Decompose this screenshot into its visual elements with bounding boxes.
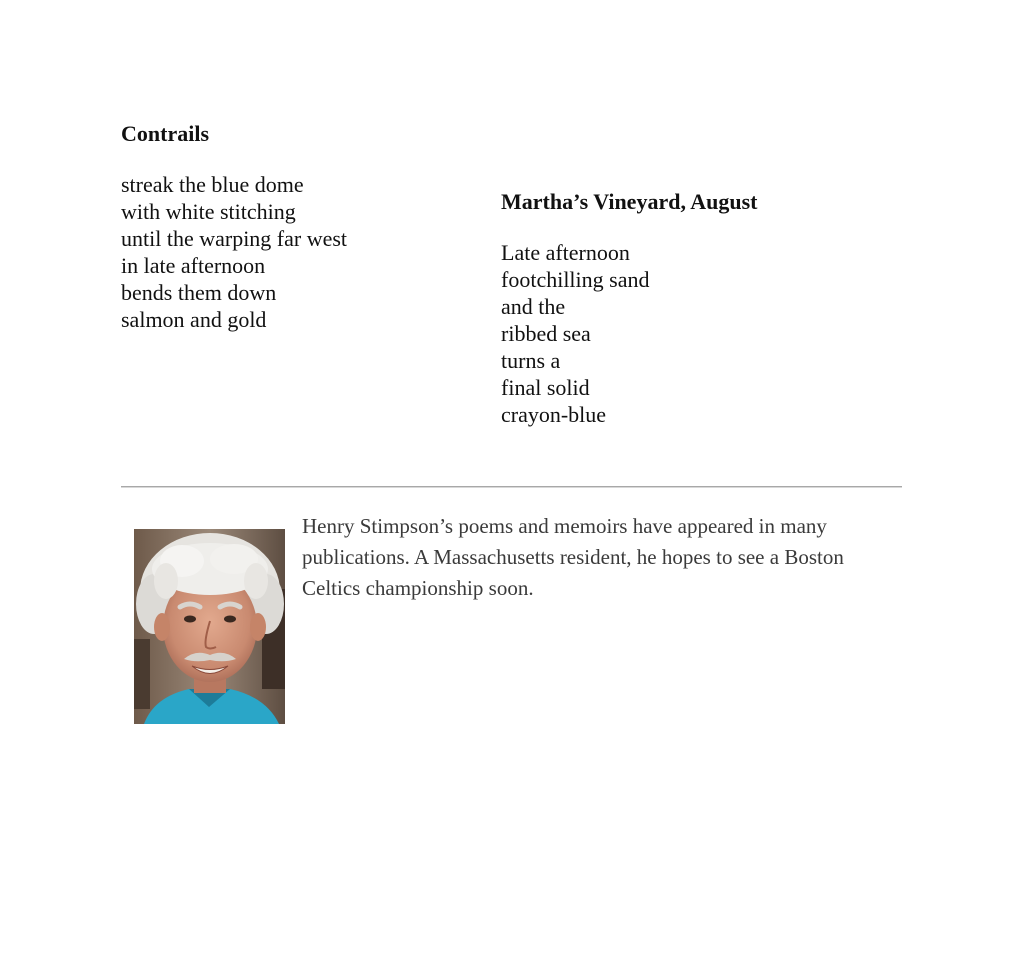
author-bio: Henry Stimpson’s poems and memoirs have appeared in many publications. A Massachusetts resident, he hopes to see a Boston Celtics championship soon. (302, 514, 844, 600)
section-divider (121, 486, 902, 488)
poem-line: with white stitching (121, 199, 296, 224)
poem-line: crayon-blue (501, 402, 607, 427)
poem-line: streak the blue dome (121, 172, 304, 197)
author-photo (134, 529, 285, 724)
poem-line: and the (501, 294, 566, 319)
poem-line: footchilling sand (501, 267, 650, 292)
poem-body (121, 171, 461, 333)
poem-line: in late afternoon (121, 253, 266, 278)
poem-line: final solid (501, 375, 590, 400)
poem-title: Martha’s Vineyard, August (501, 189, 758, 214)
poem-title: Contrails (121, 121, 209, 146)
poem-line: bends them down (121, 280, 277, 305)
poem-contrails (121, 120, 461, 333)
poem-line: turns a (501, 348, 561, 373)
poem-body (501, 239, 861, 428)
poem-line: ribbed sea (501, 321, 591, 346)
poem-line: salmon and gold (121, 307, 267, 332)
poem-marthas-vineyard (501, 188, 861, 428)
poem-line: until the warping far west (121, 226, 348, 251)
poem-line: Late afternoon (501, 240, 630, 265)
